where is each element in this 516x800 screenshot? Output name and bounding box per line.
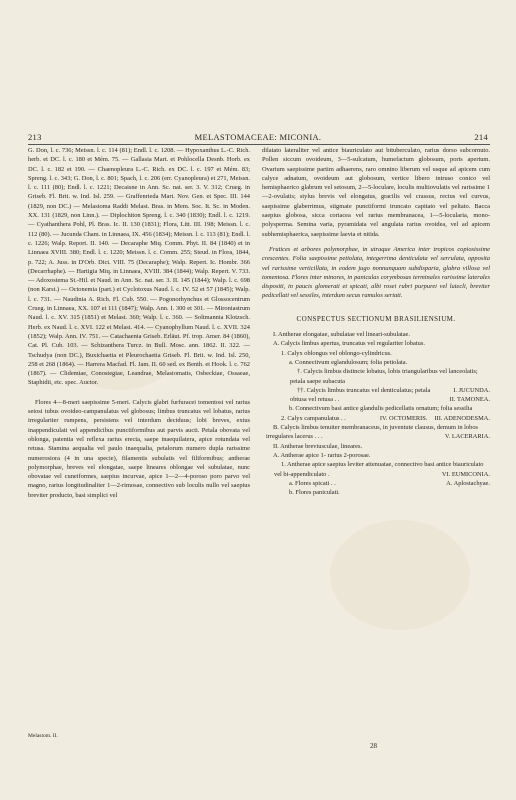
key-entry xyxy=(262,423,490,442)
key-entry-section: VI. EUMICONIA. xyxy=(441,470,490,478)
key-entry xyxy=(262,339,490,348)
key-entry xyxy=(262,451,490,460)
key-entry-text: 1. Calyx oblongus vel oblongo-cylindricus. xyxy=(281,349,392,357)
key-entry-text: A. Calycis limbus apertus, truncatus vel regulariter lobatus. xyxy=(273,340,425,348)
key-entry-text: B. Calycis limbus tenuiter membranaceus, in juventute clausus, demum in lobos irregulares lacerus . . . xyxy=(266,424,478,441)
key-entry xyxy=(262,330,490,339)
habitat-paragraph: Frutices et arbores polymorphae, in utraque America inter tropicos copiosissime crescentes. Folia saepissime petiolata, integerrima denticulata vel serrulata, opposita vel rarissime verticillata, in eodem jugo nonnunquam subdisparia, glabra villosa vel tomentosa. Flores inter minores, in paniculas corymbosas terminales rarissime laterales dispositi, in paucis glomerati et spicati, albi rosei rubri purpurei vel lutecli, breviter pedicellati vel sessiles, interdum secus ramulos seriati. xyxy=(262,245,490,300)
key-entry-text: a. Flores spicati . . xyxy=(289,479,336,487)
key-entry-section: A. Aplostachyae. xyxy=(446,479,490,487)
key-entry xyxy=(262,442,490,451)
key-entry xyxy=(262,460,490,479)
section-key xyxy=(262,330,490,497)
key-entry-section: II. TAMONEA. xyxy=(449,396,490,404)
paper-stain xyxy=(330,520,470,630)
conspectus-heading: CONSPECTUS SECTIONUM BRASILIENSIUM. xyxy=(296,314,456,323)
signature-mark: 28 xyxy=(370,742,377,750)
key-entry-section: V. LACERARIA. xyxy=(444,433,490,441)
key-entry-text: 2. Calyx campanulatus . . xyxy=(281,414,346,422)
key-entry-text: †. Calycis limbus distincte lobatus, lobis triangularibus vel lanceolatis; petala saepe subacuta xyxy=(290,368,478,385)
synonymy-paragraph: G. Don, l. c. 736; Meissn. l. c. 114 (81); Endl. l. c. 1208. — Hypoxanthus L.-C. Rich. herb. et DC. l. c. 180 et Mém. 75. — Gallasia Mart. et Pohlocella Desnb. Horb. ex DC. l. c. 182 et 190. — Chaenopleura L.-C. Rich. ex DC. l. c. 197 et Mém. 83; Spreng. l. c. 343; G. Don, l. c. 801; Spach, l. c. 206 (err. Cyanopleura) et 271, Meissn. l. c. 111 (80); Endl. l. c. 1221; Decaisne in Ann. Sc. nat. ser. 3. V. 312; Crueg. in Griseb. Fl. Brit. w. Ind. Isl. 259. — Graffenrieda Mart. Nov. Gen. et Spec. III. 144 (1829, non DC.) — Melastoma Raddi Melast. Bras. in Mem. Soc. It. Sc. in Moden. XX. 131 (1829, non Linn.). — Diplochiton Spreng. l. c. 340 (1830); Endl. l. c. 1219. — Cyathanthera Pohl, Pl. Bras. Ic. II. 130 (1831); Flora, Litt. III. 198; Meissn. l. c. 112 (80). — Jucunda Cham. in Linnaea, IX. 456 (1834); Meissn. l. c. 113 (81); Endl. l. c. 1226; Walp. Report. II. 140. — Decaraphe Miq. Comm. Phyt. II. 84 (1840) et in Linnaea XVIII. 380; Endl. l. c. 1220; Meissn. l. c. Comm. 255; Steud. in Flora, 1844, p. 722; A. Juss. in D'Orb. Dict. VIII. 75 (Decaraphe); Walp. Repert. Ic. Hombr. 366 (Decarrhaphe). — Hartigia Miq. in Linnaea, XVIII. 384 (1844); Walp. Repert. V. 733. — Adoxostema St.-Hil. et Naud. in Ann. Sc. nat. ser. 3. II. 145 (1844); Walp. l. c. 698 (non Karst.) — Octonemia (part.) et Cyclotoxus Naud. l. c. IV. 52 et 57 (1845); Walp. l. c. 731. — Naudinia A. Rich. Fl. Cub. 550. — Pogonorhynchus et Glossocentrum Crueg. in Linnaea, XX. 107 et 111 (1847); Walp. Ann. I. 300 et 301. — Mironiastrum Naud. l. c. XV. 315 (1851) et Melast. 360; Walp. l. c. 360. — Soltmannia Klotzsch. Herb. ex Naud. l. c. XVI. 122 et Melast. 414. — Cyanophyllum Naud. l. c. XVII. 324 (1852); Walp. Ann. IV. 751. — Catachaenia Griseb. Erläut. Pf. trop. Amer. 84 (1860), Cat. Pl. Cub. 103. — Schizanthera Turcz. in Bull. Mosc. ann. 1862. II. 322. — Tschudya (non DC.), Buxichaetia et Pleurochaetia Griseb. Fl. Brit. w. Ind. Isl. 250, 258 et 268 (1864). — Harrera Macfad. Fl. Jam. II. 60 sed. ex Benth. et Hook. l. c. 762 (1867). — Clidemiae, Conostegiae, Leandrae, Melastomatis, Osbeckiae, Ossaeae, Staphidii, etc. spec. Auctor. xyxy=(28,147,250,387)
page-number-left: 213 xyxy=(28,132,42,142)
key-entry-section: III. ADENODESMA. xyxy=(434,414,490,422)
key-entry xyxy=(262,479,490,488)
key-entry-text: b. Flores paniculati. xyxy=(289,489,340,497)
key-entry-text: 1. Antherae apice saepius leviter attenuatae, connectivo basi antice biauriculato vel bi-appendiculato . xyxy=(274,461,484,478)
footer-note: Melastom. II. xyxy=(28,733,58,739)
page-number-right: 214 xyxy=(474,132,488,142)
key-entry xyxy=(262,488,490,497)
key-entry-section: I. JUCUNDA. xyxy=(453,386,490,394)
header-rule xyxy=(28,144,490,145)
right-column xyxy=(262,146,490,497)
key-entry xyxy=(262,358,490,367)
key-entry-text: b. Connectivum basi antice glandulis pedicellatis ornatum; folia sessilia xyxy=(289,405,473,413)
description-paragraph: Flores 4—8-meri saepissime 5-meri. Calycis glabri furfuracei tomentosi vel rarius setosi tubus ovoideo-campanulatus vel globosus; limbus truncatus vel lobatus, rarius irregulariter rumpens, persistens vel interdum deciduus; lobi breves, extus inappendiculati vel appendicibus punctiformibus aut parvis aucti. Petala obovata vel oblonga, patentia vel reflexa rarius erecta, saepe inaequilatera, apice rotundata vel retusa. Stamina aequalia vel paulo inaequalia, petalorum numero dupla rarissime numerosiora (4 in una specie), filamentis subulatis vel filiformibus; antherae polymorphae, breves vel elongatae, saepe lineares oblongae vel subulatae, nunc obovatae vel cuneiformes, saepius incurvae, apice 1—2—4-poroso poro parvo vel magno, rarius longitudinaliter 1—2-rimosae, connectivo sub loculis nullo vel saepius breviter producto, basi simplici vel xyxy=(28,398,250,499)
key-entry-text: II. Antherae breviusculae, lineares. xyxy=(273,442,363,450)
key-entry-text: A. Antherae apice 1- rarius 2-porosae. xyxy=(273,451,371,459)
key-entry-section: IV. OCTOMERIS. xyxy=(379,414,428,422)
key-entry-text: ††. Calycis limbus truncatus vel denticulatus; petala obtusa vel retusa . . xyxy=(290,386,431,404)
key-entry xyxy=(262,349,490,358)
key-entry xyxy=(262,367,490,386)
running-title: MELASTOMACEAE: MICONIA. xyxy=(194,132,322,142)
left-column xyxy=(28,146,250,500)
key-entry-text: a. Connectivum eglandulosum; folia petiolata. xyxy=(289,358,408,366)
key-entry-text: I. Antherae elongatae, subulatae vel lineari-subulatae. xyxy=(273,331,410,339)
key-entry xyxy=(262,404,490,413)
description-continued: dilatato lateraliter vel antice biauriculato aut bituberculato, rarius dorso subcornuto. Pollen siccum ovoideum, 3—5-sulcatum, humefactum globosum, poris apertum. Ovarium saepissime partim adhaerens, raro omnino liberum vel usque ad apicem cum calyce adnatum, ovoideum aut globosum, vertice libero intruso conico vel hemisphaerico glabrum vel setosum, 2—5-loculare, loculis multiovulatis vel rarissime 1—2-ovulatis; stylus brevis vel elongatus, gracilis vel crassus, rectus vel curvus, saepissime glaberrimus, stigmate punctiformi truncato capitato vel peltato. Bacca saepius globosa, sicca coriacea vel rarius membranacea, 1—5-locularia, mono-polysperma. Semina varia, pyramidata vel angulata rarius ovoidea, vel ad apicem subhemisphaerica, saepissime laevia et nitida. xyxy=(262,147,490,238)
